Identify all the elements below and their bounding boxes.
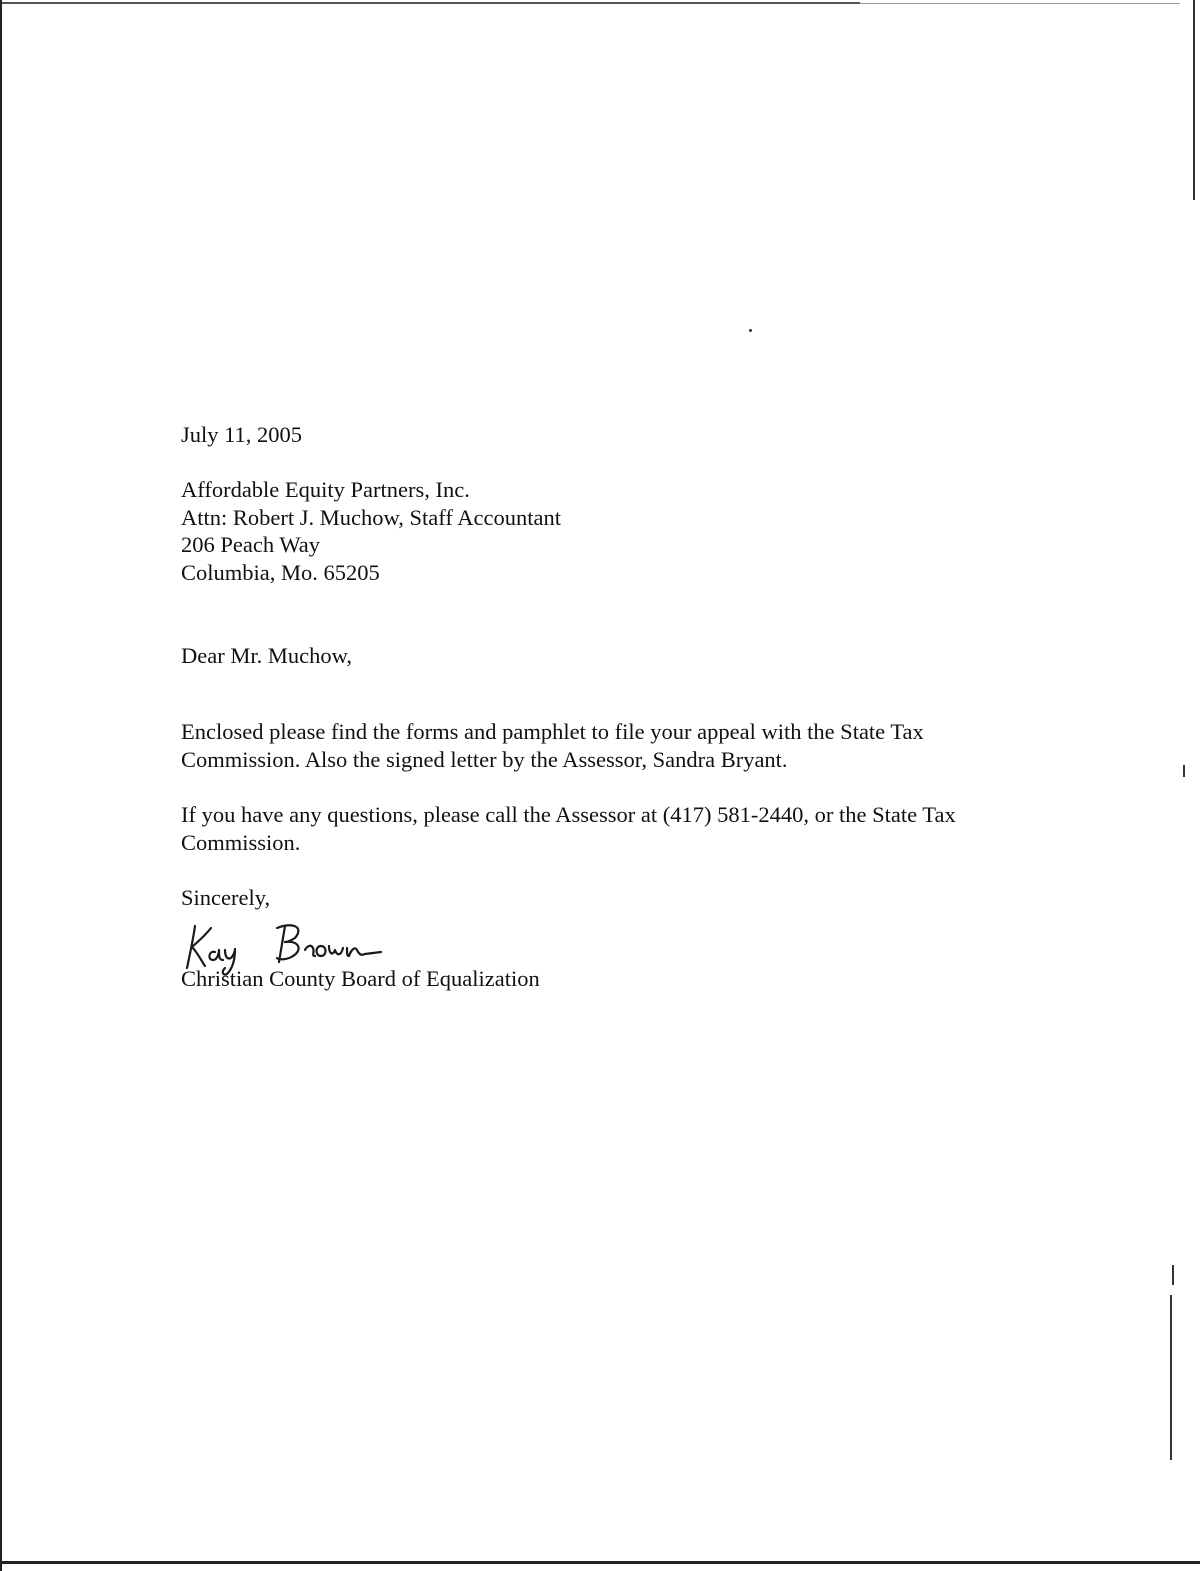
recipient-address bbox=[181, 476, 561, 586]
scan-edge-right-upper bbox=[1193, 0, 1195, 200]
scan-edge-top bbox=[0, 2, 860, 4]
recipient-company: Affordable Equity Partners, Inc. bbox=[181, 477, 470, 502]
closing: Sincerely, bbox=[181, 885, 271, 910]
recipient-street: 206 Peach Way bbox=[181, 532, 320, 557]
scan-edge-right-lower bbox=[1170, 1295, 1172, 1460]
paragraph-line: If you have any questions, please call the Assessor at (417) 581-2440, or the State Tax bbox=[181, 802, 956, 827]
paragraph-line: Commission. Also the signed letter by the Assessor, Sandra Bryant. bbox=[181, 746, 788, 772]
scan-edge-left bbox=[0, 0, 2, 1571]
handwritten-signature bbox=[181, 916, 401, 976]
scan-edge-top-right bbox=[860, 3, 1180, 4]
salutation: Dear Mr. Muchow, bbox=[181, 643, 353, 668]
paragraph-line: Commission. bbox=[181, 829, 301, 855]
letter-date: July 11, 2005 bbox=[181, 422, 303, 447]
paragraph-enclosure bbox=[181, 718, 924, 773]
recipient-attn: Attn: Robert J. Muchow, Staff Accountant bbox=[181, 504, 561, 530]
scan-speck bbox=[749, 329, 752, 332]
scan-mark-right bbox=[1183, 765, 1185, 777]
signer-organization: Christian County Board of Equalization bbox=[181, 966, 540, 991]
scan-edge-bottom bbox=[0, 1561, 1200, 1564]
scan-mark-right-lower bbox=[1172, 1265, 1174, 1285]
paragraph-questions bbox=[181, 801, 956, 856]
paragraph-line: Enclosed please find the forms and pamphlet to file your appeal with the State Tax bbox=[181, 719, 924, 744]
recipient-city: Columbia, Mo. 65205 bbox=[181, 559, 380, 585]
